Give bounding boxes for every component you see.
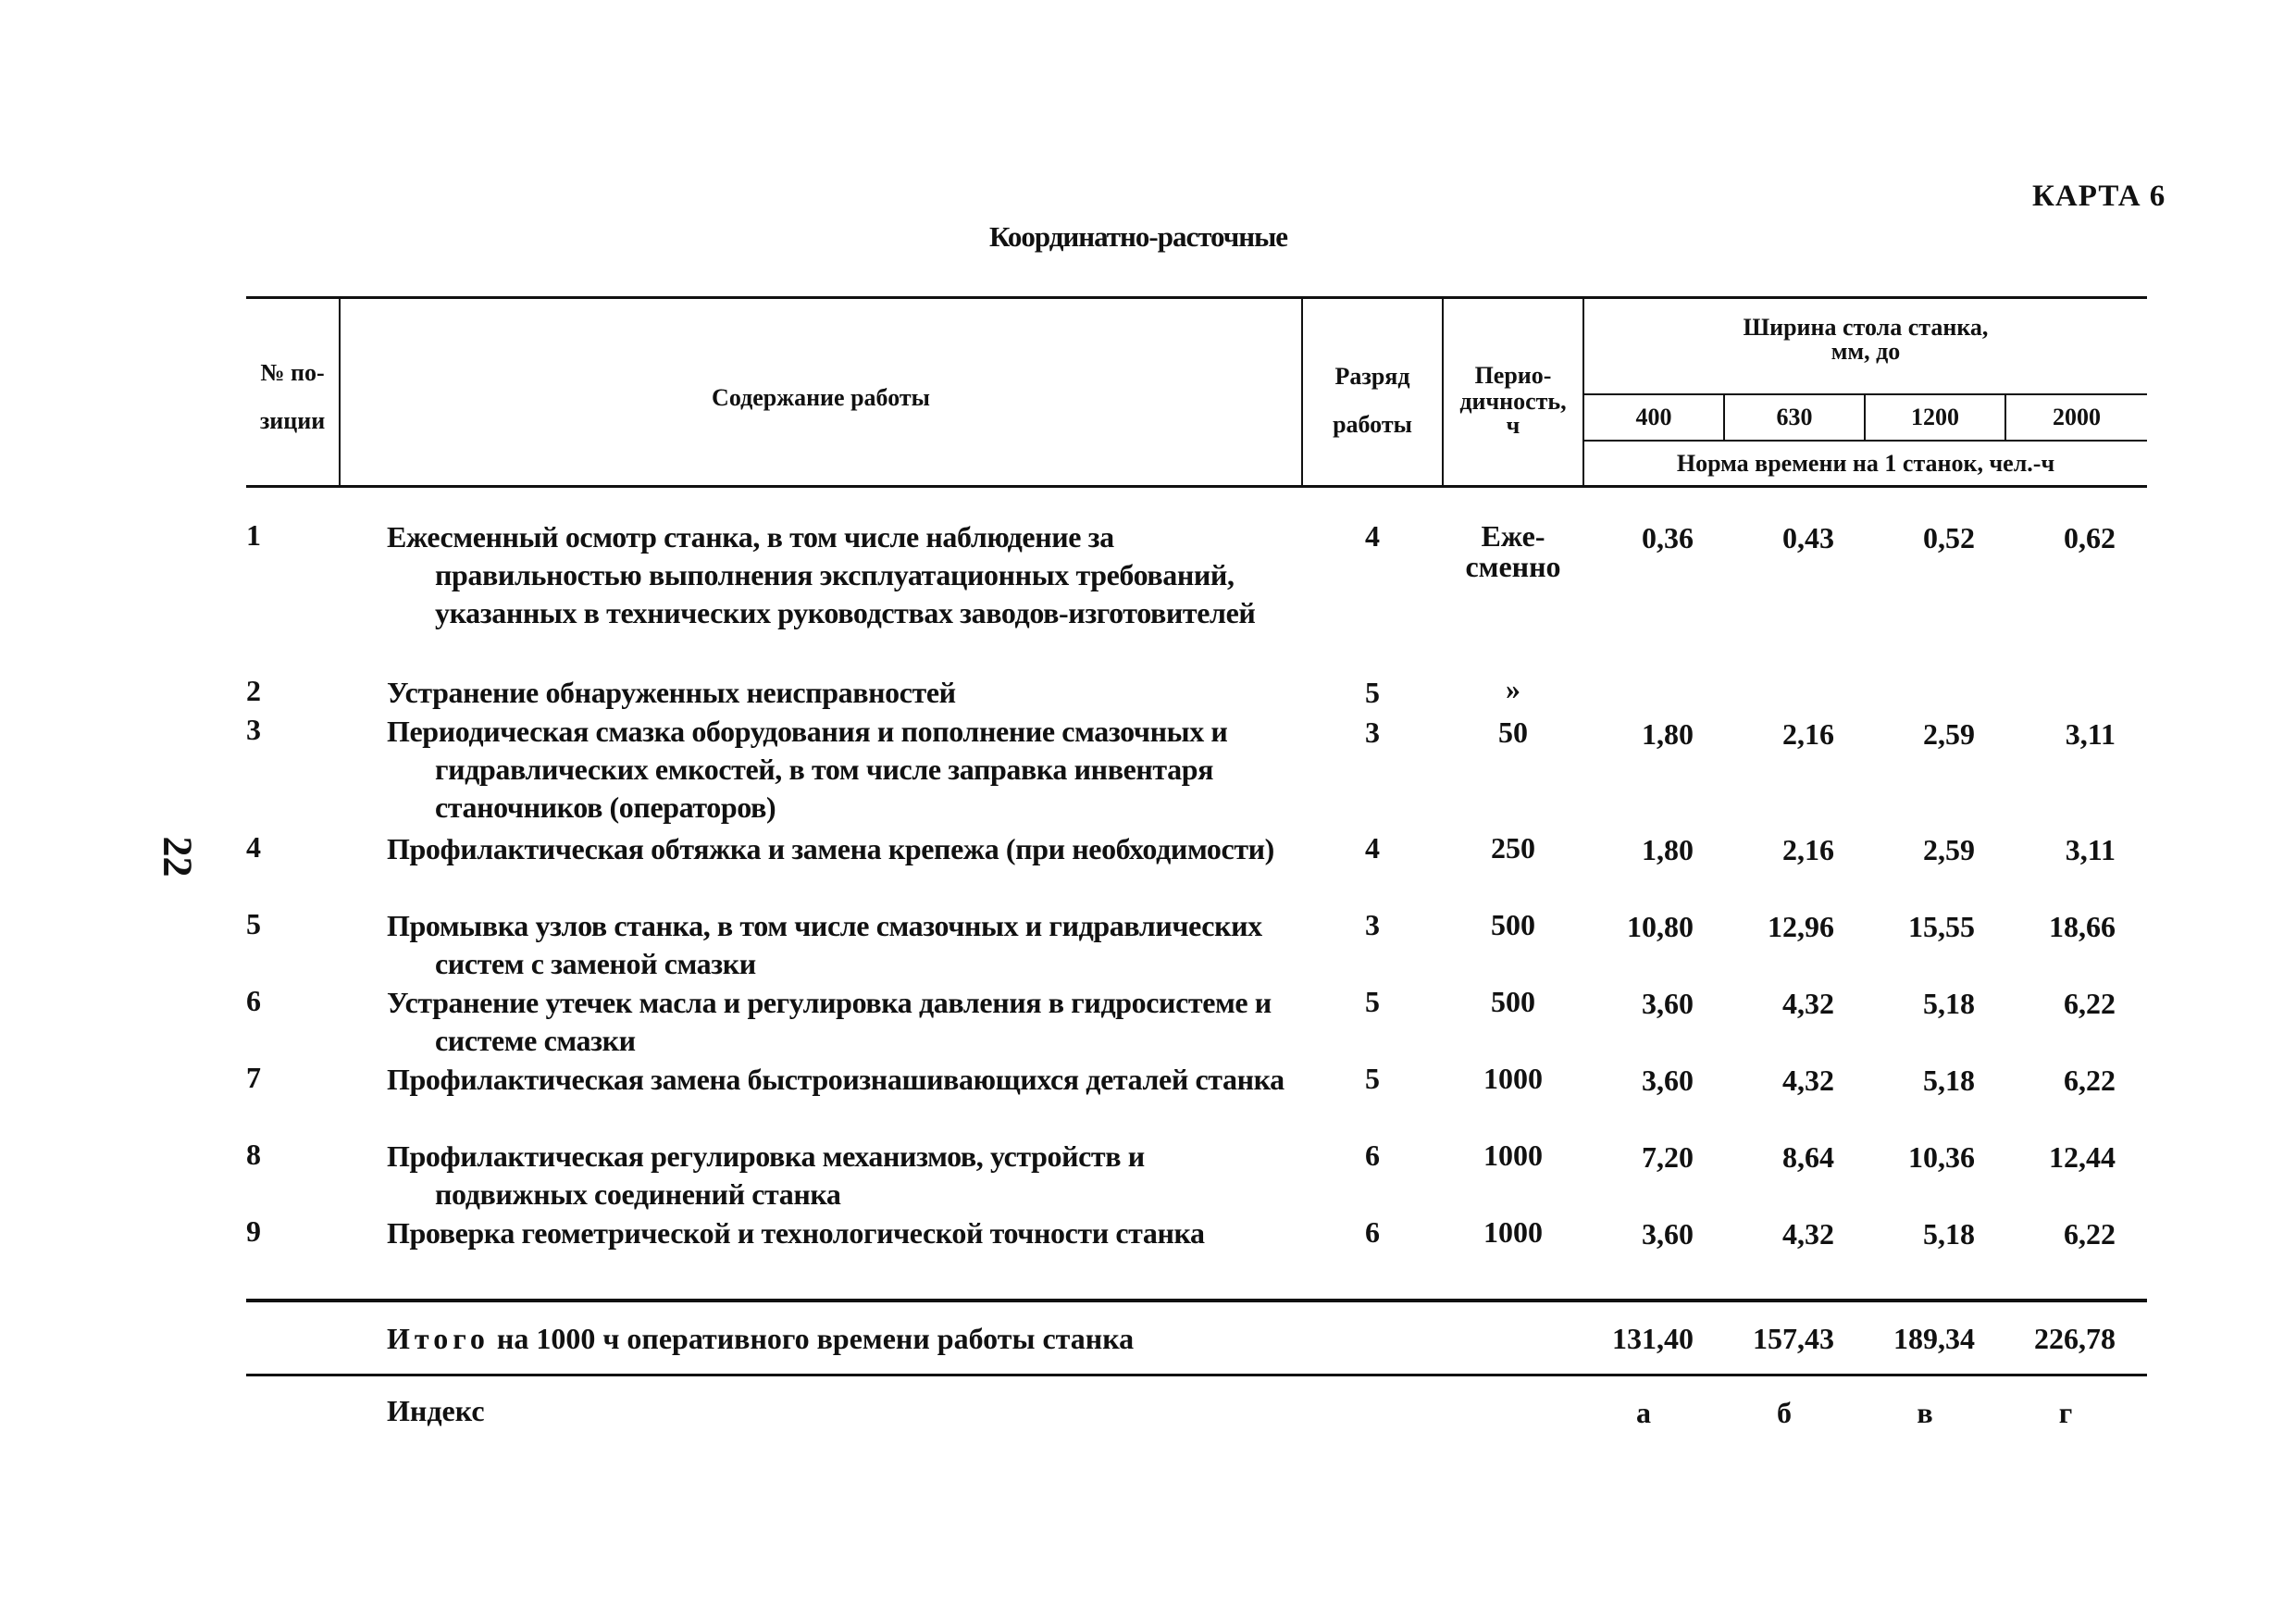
total-value-400: 131,40 xyxy=(1612,1322,1694,1355)
total-bottom-border xyxy=(246,1374,2147,1376)
row-8-grade: 6 xyxy=(1365,1139,1380,1172)
row-5-grade: 3 xyxy=(1365,908,1380,941)
row-8-value-400: 7,20 xyxy=(1642,1140,1694,1174)
header-width-630: 630 xyxy=(1776,404,1813,430)
total-description: на 1000 ч оперативного времени работы станка xyxy=(496,1322,1135,1355)
row-9-value-1200: 5,18 xyxy=(1923,1217,1975,1251)
row-9-period: 1000 xyxy=(1483,1215,1543,1249)
row-8-number: 8 xyxy=(246,1138,261,1171)
row-5-value-630: 12,96 xyxy=(1768,910,1834,943)
row-2-grade: 5 xyxy=(1365,676,1380,709)
row-5-period: 500 xyxy=(1491,908,1535,941)
row-2-content: Устранение обнаруженных неисправностей xyxy=(387,676,956,709)
row-6-value-630: 4,32 xyxy=(1782,987,1834,1020)
total-value-1200: 189,34 xyxy=(1893,1322,1975,1355)
row-9-value-630: 4,32 xyxy=(1782,1217,1834,1251)
row-2-number: 2 xyxy=(246,674,261,707)
header-bottom-border xyxy=(246,485,2147,488)
row-1-grade: 4 xyxy=(1365,519,1380,553)
row-9-number: 9 xyxy=(246,1214,261,1248)
page-number: 22 xyxy=(155,836,201,877)
row-9-value-2000: 6,22 xyxy=(2064,1217,2116,1251)
row-4-number: 4 xyxy=(246,830,261,864)
total-value-630: 157,43 xyxy=(1753,1322,1834,1355)
row-7-value-630: 4,32 xyxy=(1782,1064,1834,1097)
row-5-number: 5 xyxy=(246,907,261,940)
header-grade-line2: работы xyxy=(1333,411,1412,438)
table-top-border xyxy=(246,296,2147,299)
row-9-value-400: 3,60 xyxy=(1642,1217,1694,1251)
row-7-number: 7 xyxy=(246,1061,261,1094)
row-4-value-1200: 2,59 xyxy=(1923,833,1975,866)
row-3-value-2000: 3,11 xyxy=(2065,717,2116,751)
header-col-divider-2 xyxy=(1301,296,1303,487)
row-1-content: Ежесменный осмотр станка, в том числе наблюдение за правильностью выполнения эксплуатационных требований, указанных в технических руководствах заводов-изготовителей xyxy=(387,520,1256,629)
header-width-line2: мм, до xyxy=(1831,338,1901,365)
header-norm: Норма времени на 1 станок, чел.-ч xyxy=(1676,450,2055,477)
row-7-value-2000: 6,22 xyxy=(2064,1064,2116,1097)
index-value-1200: в xyxy=(1917,1396,1933,1429)
row-2-period: » xyxy=(1506,672,1520,705)
header-width-line1: Ширина стола станка, xyxy=(1743,314,1989,341)
total-label xyxy=(387,1322,1134,1356)
row-3-period: 50 xyxy=(1498,716,1528,749)
row-1-number: 1 xyxy=(246,518,261,552)
document-title: Координатно-расточные xyxy=(988,220,1288,253)
row-3-content: Периодическая смазка оборудования и пополнение смазочных и гидравлических емкостей, в том числе заправка инвентаря станочников (операторов) xyxy=(387,715,1228,824)
row-4-value-400: 1,80 xyxy=(1642,833,1694,866)
row-9-grade: 6 xyxy=(1365,1215,1380,1249)
row-9-content: Проверка геометрической и технологической точности станка xyxy=(387,1216,1205,1250)
header-period-line3: ч xyxy=(1506,412,1520,439)
row-3-grade: 3 xyxy=(1365,716,1380,749)
row-3-value-630: 2,16 xyxy=(1782,717,1834,751)
total-value-2000: 226,78 xyxy=(2034,1322,2116,1355)
row-3-value-400: 1,80 xyxy=(1642,717,1694,751)
row-1-value-630: 0,43 xyxy=(1782,521,1834,554)
row-7-grade: 5 xyxy=(1365,1062,1380,1095)
row-6-value-2000: 6,22 xyxy=(2064,987,2116,1020)
header-width-2000: 2000 xyxy=(2053,404,2101,430)
row-4-grade: 4 xyxy=(1365,831,1380,865)
row-1-period-line2: сменно xyxy=(1465,550,1561,583)
row-7-content: Профилактическая замена быстроизнашивающихся деталей станка xyxy=(387,1063,1285,1096)
row-1-value-2000: 0,62 xyxy=(2064,521,2116,554)
index-label: Индекс xyxy=(387,1394,485,1427)
row-1-value-400: 0,36 xyxy=(1642,521,1694,554)
index-value-630: б xyxy=(1777,1396,1792,1429)
header-sizes-divider xyxy=(1584,440,2147,442)
row-4-period: 250 xyxy=(1491,831,1535,865)
row-8-period: 1000 xyxy=(1483,1139,1543,1172)
row-6-grade: 5 xyxy=(1365,985,1380,1018)
card-label: КАРТА 6 xyxy=(2032,180,2166,213)
row-8-value-2000: 12,44 xyxy=(2049,1140,2116,1174)
header-position-line2: зиции xyxy=(259,407,326,434)
header-width-1200: 1200 xyxy=(1911,404,1959,430)
index-value-2000: г xyxy=(2058,1396,2073,1429)
header-width-divider xyxy=(1584,393,2147,395)
row-4-content: Профилактическая обтяжка и замена крепежа (при необходимости) xyxy=(387,832,1274,865)
row-8-content: Профилактическая регулировка механизмов, устройств и подвижных соединений станка xyxy=(387,1139,1145,1211)
row-5-value-400: 10,80 xyxy=(1627,910,1694,943)
row-3-number: 3 xyxy=(246,713,261,746)
row-6-content: Устранение утечек масла и регулировка давления в гидросистеме и системе смазки xyxy=(387,986,1272,1057)
row-5-value-2000: 18,66 xyxy=(2049,910,2116,943)
row-6-value-400: 3,60 xyxy=(1642,987,1694,1020)
row-7-value-1200: 5,18 xyxy=(1923,1064,1975,1097)
row-7-period: 1000 xyxy=(1483,1062,1543,1095)
row-8-value-1200: 10,36 xyxy=(1908,1140,1975,1174)
row-8-value-630: 8,64 xyxy=(1782,1140,1834,1174)
row-6-value-1200: 5,18 xyxy=(1923,987,1975,1020)
row-1-value-1200: 0,52 xyxy=(1923,521,1975,554)
header-period-line2: дичность, xyxy=(1459,388,1567,415)
row-7-value-400: 3,60 xyxy=(1642,1064,1694,1097)
index-value-400: а xyxy=(1636,1396,1651,1429)
row-1-period-line1: Еже- xyxy=(1481,519,1545,553)
row-5-value-1200: 15,55 xyxy=(1908,910,1975,943)
row-3-value-1200: 2,59 xyxy=(1923,717,1975,751)
row-4-value-630: 2,16 xyxy=(1782,833,1834,866)
header-grade-line1: Разряд xyxy=(1334,363,1410,390)
row-6-period: 500 xyxy=(1491,985,1535,1018)
header-period-line1: Перио- xyxy=(1474,362,1552,389)
header-position-line1: № по- xyxy=(260,359,325,386)
header-content: Содержание работы xyxy=(712,384,930,411)
header-width-400: 400 xyxy=(1635,404,1672,430)
total-word: Итого xyxy=(387,1322,490,1355)
row-5-content: Промывка узлов станка, в том числе смазочных и гидравлических систем с заменой смазки xyxy=(387,909,1262,980)
total-top-border xyxy=(246,1299,2147,1302)
row-6-number: 6 xyxy=(246,984,261,1017)
row-4-value-2000: 3,11 xyxy=(2065,833,2116,866)
